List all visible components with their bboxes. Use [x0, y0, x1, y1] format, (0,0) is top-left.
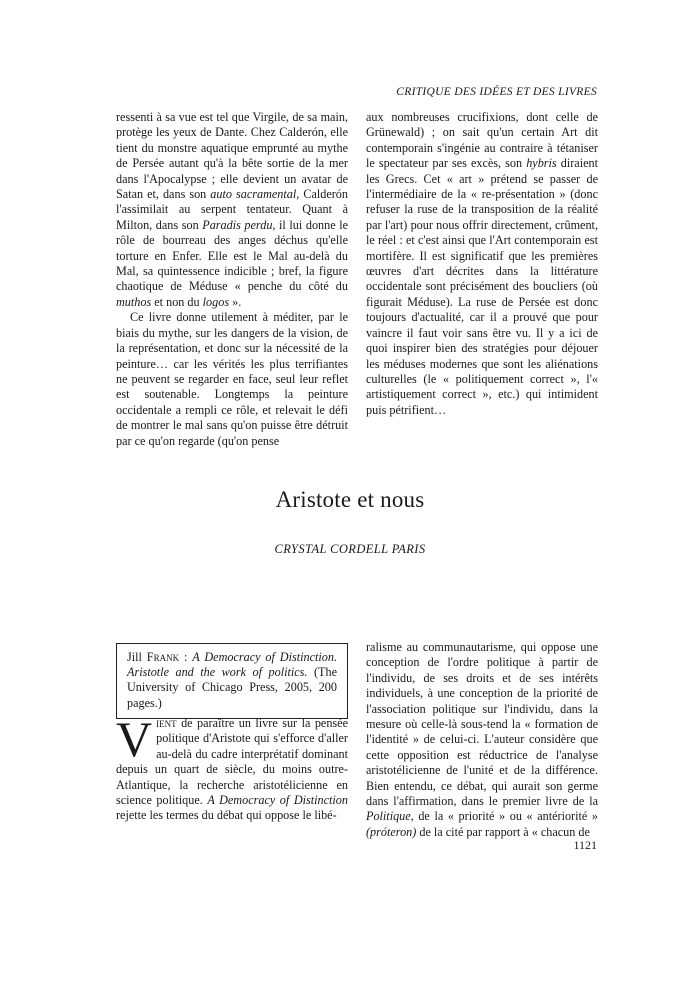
column-bottom-right	[366, 640, 598, 840]
book-reference-box: Jill Frank : A Democracy of Distinction. Aristotle and the work of politics. (The University of Chicago Press, 2005, 200 pages.)	[116, 643, 348, 719]
column-bottom-left	[116, 711, 348, 824]
drop-cap: V	[116, 711, 153, 767]
page-number: 1121	[573, 838, 597, 852]
paragraph: ralisme au communautarisme, qui oppose une conception de l'ordre politique à partir de l'individu, de ses droits et de ses intérêts individuels, à une conception de la priorité de l'association politique sur l'individu, dans la mesure où celle-là sous-tend la « formation de l'identité » de celui-ci. L'auteur considère que cette opposition est réductrice de l'analyse aristotélicienne de l'unité et de la différence. Bien entendu, ce débat, qui aurait son germe dans l'affirmation, dans le premier livre de la Politique, de la « priorité » ou « antériorité » (próteron) de la cité par rapport à « chacun de	[366, 640, 598, 839]
column-top-left	[116, 110, 348, 449]
book-title: A Democracy of Distinction. Aristotle and the work of politics.	[127, 650, 338, 680]
paragraph: ressenti à sa vue est tel que Virgile, de sa main, protège les yeux de Dante. Chez Calderón, elle tient du monstre aquatique emprunté au mythe de Persée autant qu'à la bête sortie de la mer dans l'Apocalypse ; elle devient un avatar de Satan et, dans son auto sacramental, Calderón l'assimilait au serpent tentateur. Quant à Milton, dans son Paradis perdu, il lui donne le rôle de bourreau des anges déchus qu'elle torture en Enfer. Elle est le Mal au-delà du Mal, sa quintessence indicible ; bref, la figure chaotique de Méduse « penche du côté du muthos et non du logos ».	[116, 110, 349, 309]
paragraph: Vient de paraître un livre sur la pensée politique d'Aristote qui s'efforce d'aller au-delà du cadre interprétatif dominant depuis un quart de siècle, du moins outre-Atlantique, la recherche aristotélicienne en science politique. A Democracy of Distinction rejette les termes du débat qui oppose le libé-	[116, 711, 348, 823]
paragraph: Ce livre donne utilement à méditer, par le biais du mythe, sur les dangers de la vision, de la représentation, et donc sur la nécessité de la peinture… car les vérités les plus terrifiantes ne peuvent se regarder en face, seul leur reflet est soutenable. Longtemps la peinture occidentale a rempli ce rôle, et relevait le défi de montrer le mal sans qu'on puisse être détruit par ce qu'on regarde (qu'on pense	[116, 310, 348, 448]
article-title: Aristote et nous	[275, 487, 425, 512]
running-head: CRITIQUE DES IDÉES ET DES LIVRES	[396, 86, 597, 98]
column-top-right	[366, 110, 598, 418]
article-author: CRYSTAL CORDELL PARIS	[274, 542, 426, 556]
paragraph: aux nombreuses crucifixions, dont celle de Grünewald) ; on sait qu'un certain Art dit contemporain s'ingénie au contraire à tétaniser le spectateur par ses excès, son hybris diraient les Grecs. Cet « art » prétend se passer de l'intermédiaire de la « re-présentation » (donc refuser la ruse de la transposition de la réalité par l'art) pour nous offrir directement, crûment, le réel : et c'est ainsi que l'Art contemporain est mortifère. Il est significatif que les premières œuvres d'art décrites dans la littérature occidentale sont précisément des boucliers (où figurait Méduse). La ruse de Persée est donc toujours d'actualité, car il a prouvé que pour vaincre il faut voir sans être vu. Il y a ici de quoi inspirer bien des stratégies pour déjouer les méduses modernes que sont les aliénations culturelles (le « politiquement correct », l'« artistiquement correct », etc.) qui intimident puis pétrifient…	[366, 110, 598, 417]
